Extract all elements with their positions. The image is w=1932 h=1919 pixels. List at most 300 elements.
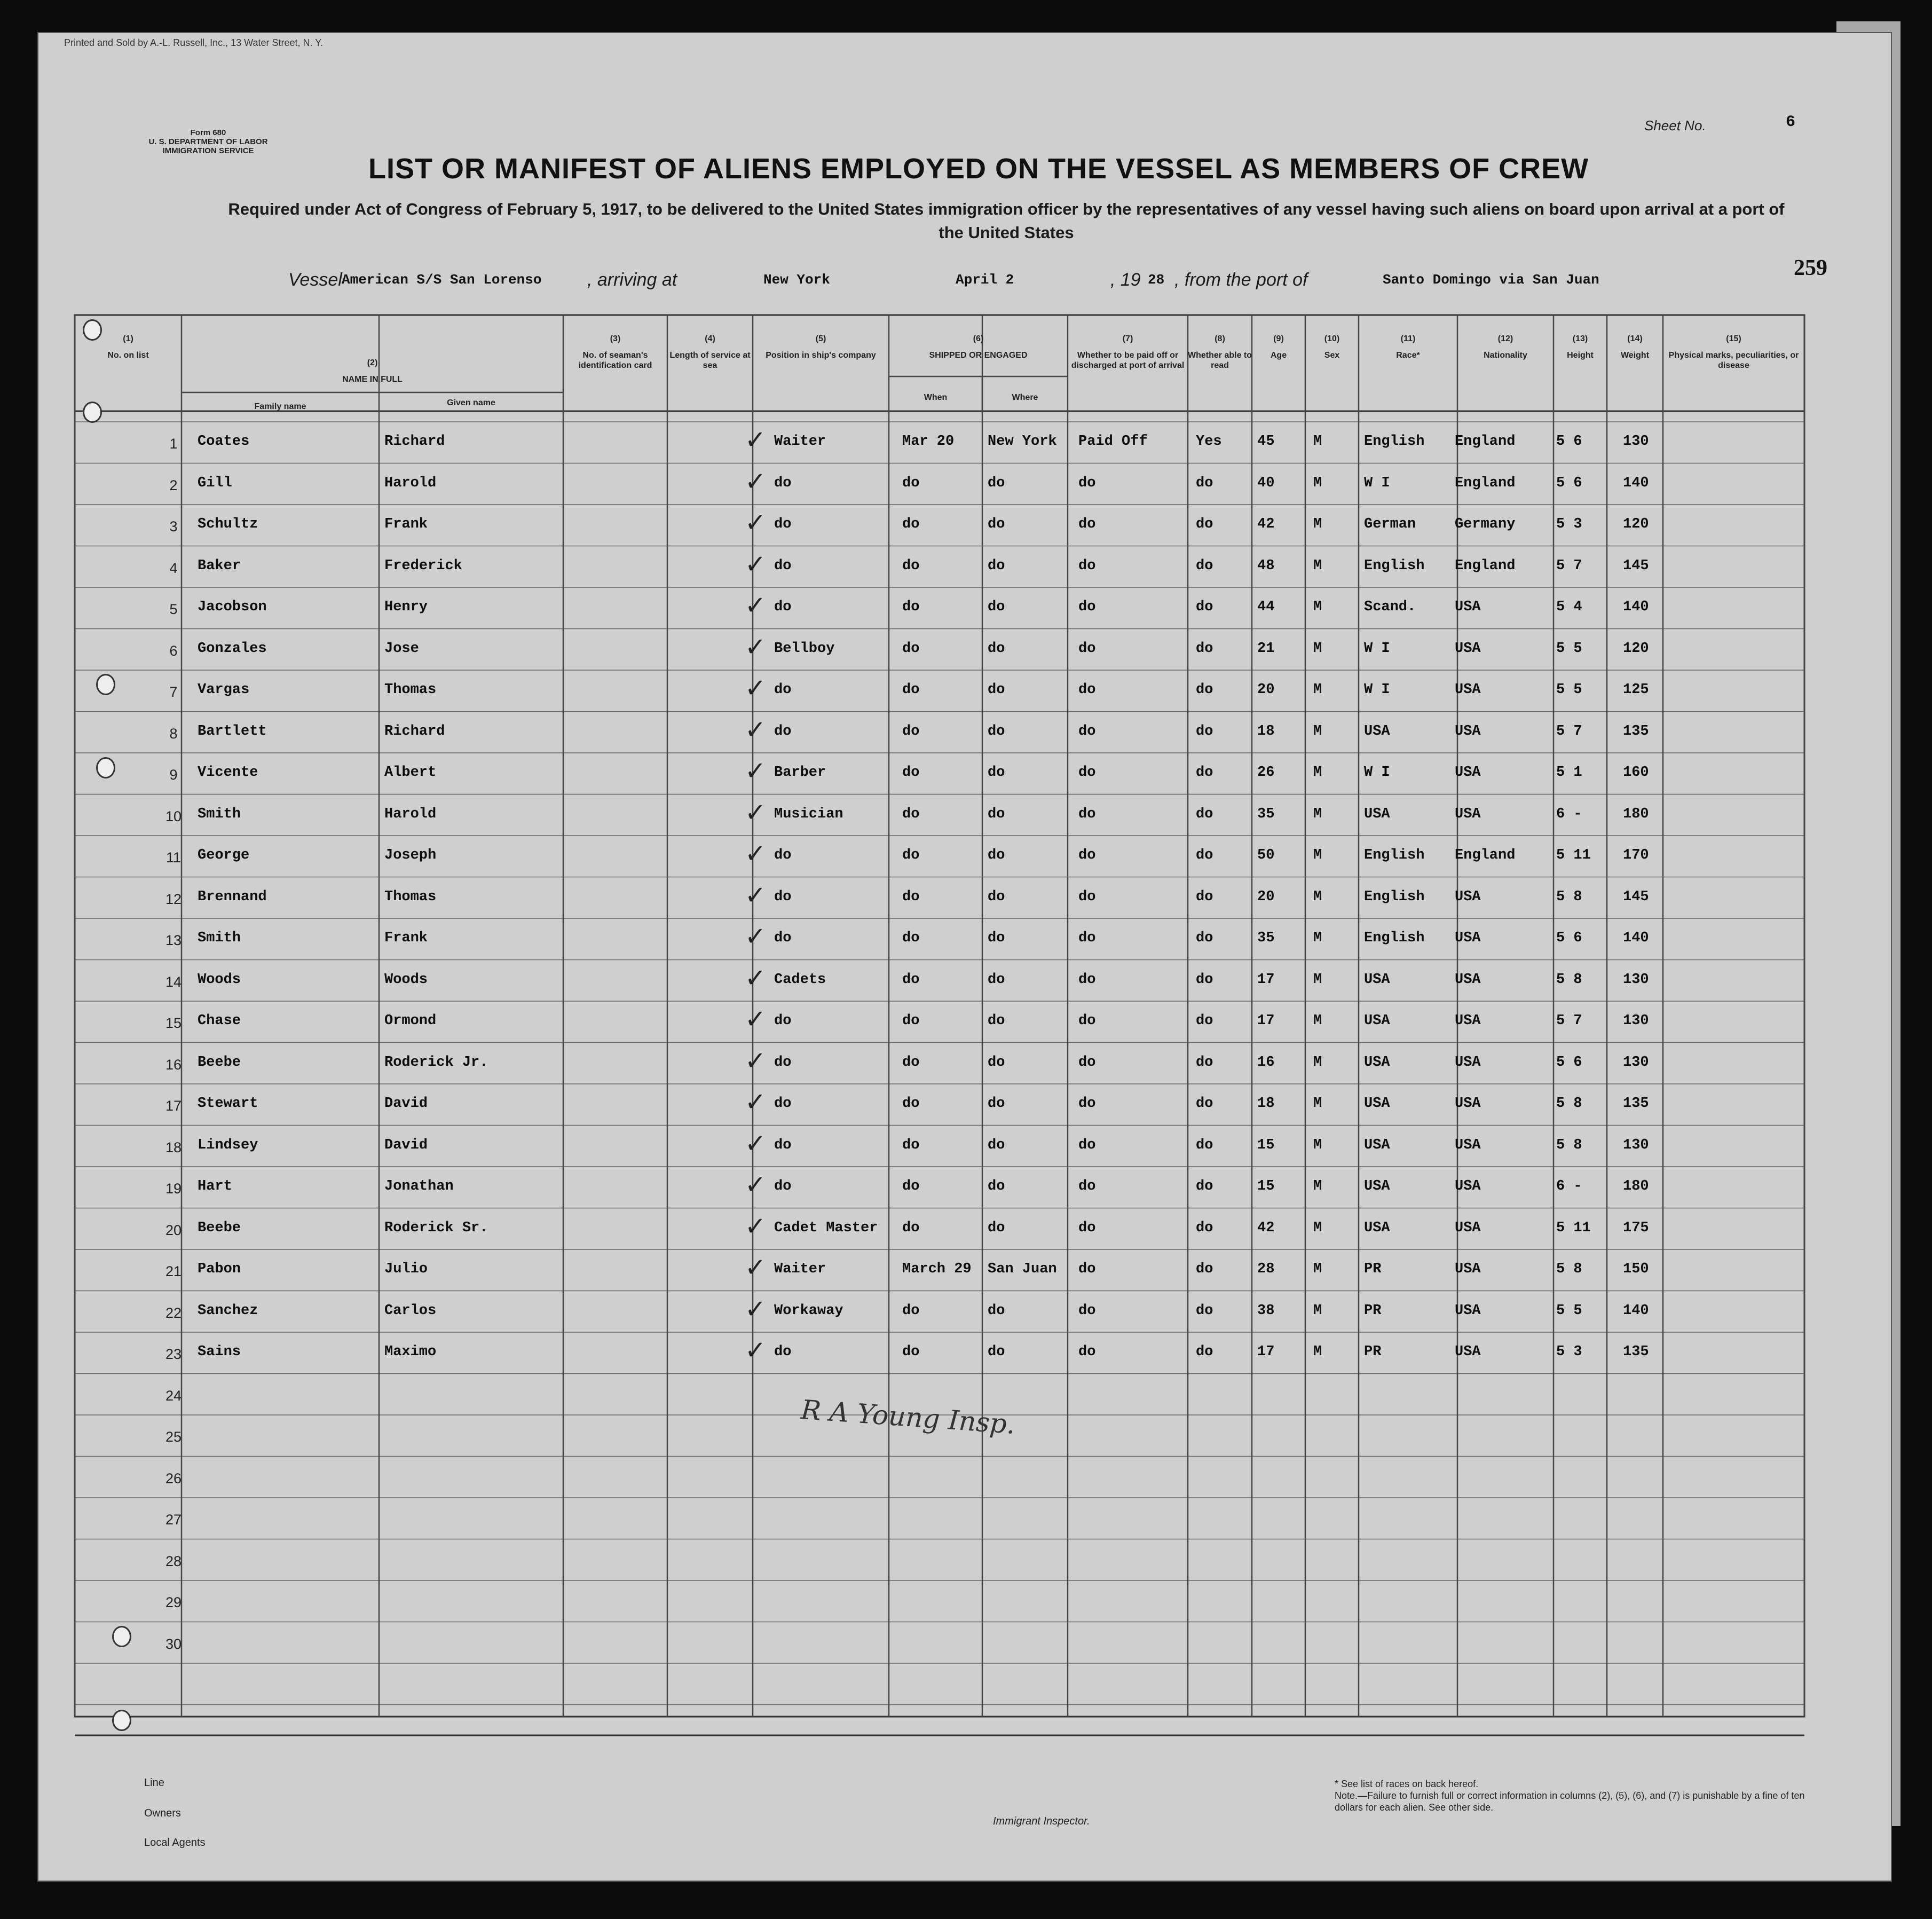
year-prefix: , 19 — [1110, 270, 1141, 290]
cell-height: 5 6 — [1556, 1054, 1582, 1071]
cell-read: do — [1196, 1220, 1213, 1236]
column-label: Height — [1567, 351, 1594, 360]
row-number: 28 — [165, 1553, 182, 1569]
cell-position: do — [774, 1054, 792, 1071]
cell-given: Frank — [384, 930, 428, 946]
cell-race: English — [1364, 930, 1425, 946]
column-label: Length of service at sea — [669, 351, 751, 370]
department-block: Form 680 U. S. DEPARTMENT OF LABOR IMMIGRATION SERVICE — [148, 128, 268, 155]
cell-race: Scand. — [1364, 599, 1416, 615]
cell-given: Henry — [384, 599, 428, 615]
check-mark-icon: ✓ — [745, 550, 767, 579]
cell-nationality: USA — [1455, 1261, 1481, 1277]
cell-race: English — [1364, 888, 1425, 905]
cell-position: do — [774, 475, 792, 491]
row-number: 2 — [169, 477, 178, 493]
cell-position: Cadets — [774, 971, 826, 988]
check-mark-icon: ✓ — [745, 509, 767, 537]
cell-when: do — [902, 888, 920, 905]
row-number: 13 — [165, 932, 182, 948]
column-number: (14) — [1627, 334, 1643, 343]
row-number: 5 — [169, 601, 178, 617]
cell-nationality: USA — [1455, 1054, 1481, 1071]
cell-position: Workaway — [774, 1302, 843, 1319]
cell-age: 18 — [1257, 1096, 1275, 1112]
cell-height: 6 - — [1556, 806, 1582, 822]
check-mark-icon: ✓ — [745, 1088, 767, 1116]
cell-weight: 175 — [1623, 1220, 1649, 1236]
column-label: Whether able to read — [1188, 351, 1252, 370]
row-number: 24 — [165, 1387, 182, 1404]
cell-paid: do — [1078, 682, 1096, 698]
cell-age: 42 — [1257, 1220, 1275, 1236]
cell-read: do — [1196, 1096, 1213, 1112]
cell-read: do — [1196, 599, 1213, 615]
cell-age: 48 — [1257, 557, 1275, 574]
cell-given: Carlos — [384, 1302, 437, 1319]
cell-weight: 145 — [1623, 557, 1649, 574]
cell-race: USA — [1364, 1220, 1390, 1236]
cell-sex: M — [1313, 599, 1322, 615]
cell-when: Mar 20 — [902, 434, 955, 450]
cell-where: do — [988, 1054, 1005, 1071]
cell-height: 5 7 — [1556, 557, 1582, 574]
cell-race: USA — [1364, 1178, 1390, 1194]
check-mark-icon: ✓ — [745, 674, 767, 703]
cell-paid: do — [1078, 723, 1096, 740]
cell-race: PR — [1364, 1261, 1382, 1277]
cell-sex: M — [1313, 1178, 1322, 1194]
row-number: 11 — [165, 850, 182, 866]
column-number: (8) — [1215, 334, 1225, 343]
cell-paid: do — [1078, 475, 1096, 491]
cell-when: do — [902, 1137, 920, 1153]
cell-nationality: USA — [1455, 1344, 1481, 1360]
column-header — [1359, 334, 1457, 360]
cell-read: Yes — [1196, 434, 1222, 450]
cell-when: do — [902, 765, 920, 781]
row-number: 7 — [169, 684, 178, 700]
cell-where: do — [988, 640, 1005, 657]
cell-age: 15 — [1257, 1178, 1275, 1194]
cell-height: 5 8 — [1556, 888, 1582, 905]
column-number: (4) — [705, 334, 715, 343]
cell-given: Roderick Sr. — [384, 1220, 488, 1236]
check-mark-icon: ✓ — [745, 592, 767, 620]
cell-age: 20 — [1257, 888, 1275, 905]
cell-age: 38 — [1257, 1302, 1275, 1319]
cell-sex: M — [1313, 1344, 1322, 1360]
cell-family: Lindsey — [198, 1137, 258, 1153]
cell-read: do — [1196, 1054, 1213, 1071]
cell-when: do — [902, 682, 920, 698]
cell-read: do — [1196, 1178, 1213, 1194]
from-label: , from the port of — [1174, 270, 1308, 290]
column-number: (9) — [1273, 334, 1284, 343]
cell-read: do — [1196, 1302, 1213, 1319]
cell-read: do — [1196, 847, 1213, 863]
column-number: (12) — [1497, 334, 1513, 343]
cell-family: Schultz — [198, 516, 258, 532]
cell-read: do — [1196, 888, 1213, 905]
cell-height: 5 8 — [1556, 1261, 1582, 1277]
cell-paid: do — [1078, 1302, 1096, 1319]
cell-age: 45 — [1257, 434, 1275, 450]
cell-nationality: England — [1455, 434, 1516, 450]
cell-weight: 130 — [1623, 971, 1649, 988]
cell-paid: do — [1078, 971, 1096, 988]
check-mark-icon: ✓ — [745, 1336, 767, 1365]
row-number: 25 — [165, 1429, 182, 1445]
cell-given: David — [384, 1137, 428, 1153]
cell-where: do — [988, 723, 1005, 740]
cell-weight: 140 — [1623, 930, 1649, 946]
cell-paid: do — [1078, 1178, 1096, 1194]
cell-paid: Paid Off — [1078, 434, 1148, 450]
cell-given: Richard — [384, 723, 445, 740]
cell-age: 35 — [1257, 806, 1275, 822]
cell-where: do — [988, 888, 1005, 905]
cell-where: do — [988, 930, 1005, 946]
column-number: (3) — [610, 334, 621, 343]
cell-where: do — [988, 475, 1005, 491]
cell-family: Pabon — [198, 1261, 241, 1277]
punch-hole — [83, 319, 102, 341]
cell-given: Richard — [384, 434, 445, 450]
column-label: Family name — [254, 402, 306, 411]
punch-hole — [83, 402, 102, 423]
cell-sex: M — [1313, 806, 1322, 822]
cell-given: Harold — [384, 806, 437, 822]
cell-where: do — [988, 765, 1005, 781]
column-label: No. on list — [107, 351, 149, 360]
cell-paid: do — [1078, 640, 1096, 657]
cell-nationality: USA — [1455, 1137, 1481, 1153]
cell-sex: M — [1313, 557, 1322, 574]
column-label: Where — [1012, 393, 1038, 402]
vessel-name: American S/S San Lorenso — [342, 272, 542, 288]
column-header — [982, 392, 1068, 403]
column-number: (1) — [123, 334, 133, 343]
cell-weight: 135 — [1623, 1096, 1649, 1112]
cell-paid: do — [1078, 930, 1096, 946]
footer-owners-label: Owners — [144, 1807, 181, 1819]
cell-family: Hart — [198, 1178, 232, 1194]
cell-age: 50 — [1257, 847, 1275, 863]
cell-race: USA — [1364, 723, 1390, 740]
cell-weight: 135 — [1623, 1344, 1649, 1360]
column-header — [1607, 334, 1663, 360]
cell-when: do — [902, 599, 920, 615]
cell-weight: 170 — [1623, 847, 1649, 863]
cell-nationality: England — [1455, 847, 1516, 863]
cell-when: do — [902, 1178, 920, 1194]
cell-race: W I — [1364, 765, 1390, 781]
cell-weight: 130 — [1623, 434, 1649, 450]
column-label: Whether to be paid off or discharged at port of arrival — [1071, 351, 1185, 370]
cell-paid: do — [1078, 888, 1096, 905]
cell-nationality: USA — [1455, 888, 1481, 905]
cell-family: Brennand — [198, 888, 267, 905]
cell-sex: M — [1313, 1096, 1322, 1112]
cell-paid: do — [1078, 806, 1096, 822]
cell-position: do — [774, 1178, 792, 1194]
column-label: SHIPPED OR ENGAGED — [929, 351, 1028, 360]
cell-read: do — [1196, 806, 1213, 822]
row-number: 18 — [165, 1139, 182, 1155]
cell-when: do — [902, 475, 920, 491]
row-number: 10 — [165, 808, 182, 824]
cell-race: USA — [1364, 971, 1390, 988]
cell-sex: M — [1313, 847, 1322, 863]
cell-when: March 29 — [902, 1261, 972, 1277]
cell-family: Vicente — [198, 765, 258, 781]
column-number: (6) — [973, 334, 984, 343]
sheet-label: Sheet No. — [1644, 117, 1706, 133]
cell-weight: 180 — [1623, 806, 1649, 822]
cell-nationality: USA — [1455, 1178, 1481, 1194]
row-number: 29 — [165, 1594, 182, 1610]
cell-where: New York — [988, 434, 1057, 450]
cell-race: USA — [1364, 1054, 1390, 1071]
cell-read: do — [1196, 516, 1213, 532]
cell-family: Beebe — [198, 1054, 241, 1071]
cell-where: do — [988, 1096, 1005, 1112]
arrival-date: April 2 — [956, 272, 1014, 288]
row-number: 16 — [165, 1056, 182, 1073]
check-mark-icon: ✓ — [745, 1295, 767, 1324]
cell-given: Harold — [384, 475, 437, 491]
cell-height: 5 11 — [1556, 1220, 1591, 1236]
column-number: (5) — [815, 334, 826, 343]
row-number: 8 — [169, 725, 178, 742]
cell-height: 6 - — [1556, 1178, 1582, 1194]
cell-given: Frederick — [384, 557, 462, 574]
cell-age: 42 — [1257, 516, 1275, 532]
row-number: 1 — [169, 436, 178, 452]
cell-height: 5 8 — [1556, 971, 1582, 988]
cell-given: Jonathan — [384, 1178, 454, 1194]
cell-when: do — [902, 971, 920, 988]
cell-where: do — [988, 806, 1005, 822]
cell-weight: 135 — [1623, 723, 1649, 740]
vessel-label: Vessel — [288, 270, 342, 290]
punch-hole — [112, 1710, 131, 1731]
cell-height: 5 8 — [1556, 1096, 1582, 1112]
cell-weight: 130 — [1623, 1137, 1649, 1153]
cell-where: do — [988, 516, 1005, 532]
cell-paid: do — [1078, 1344, 1096, 1360]
cell-when: do — [902, 1220, 920, 1236]
column-header — [889, 334, 1068, 360]
cell-sex: M — [1313, 475, 1322, 491]
cell-weight: 145 — [1623, 888, 1649, 905]
cell-race: PR — [1364, 1344, 1382, 1360]
page-title: LIST OR MANIFEST OF ALIENS EMPLOYED ON THE VESSEL AS MEMBERS OF CREW — [368, 153, 1589, 185]
cell-read: do — [1196, 682, 1213, 698]
cell-age: 17 — [1257, 1344, 1275, 1360]
row-number: 3 — [169, 518, 178, 534]
cell-where: do — [988, 1220, 1005, 1236]
column-label: Nationality — [1484, 351, 1527, 360]
cell-family: George — [198, 847, 250, 863]
cell-read: do — [1196, 557, 1213, 574]
from-port: Santo Domingo via San Juan — [1383, 272, 1599, 288]
cell-height: 5 7 — [1556, 1013, 1582, 1029]
cell-height: 5 3 — [1556, 1344, 1582, 1360]
cell-position: Waiter — [774, 434, 826, 450]
cell-age: 40 — [1257, 475, 1275, 491]
cell-height: 5 6 — [1556, 930, 1582, 946]
table-frame — [75, 315, 1804, 1717]
column-header — [889, 392, 982, 403]
cell-nationality: USA — [1455, 930, 1481, 946]
row-number: 26 — [165, 1470, 182, 1487]
row-number: 19 — [165, 1181, 182, 1197]
cell-age: 17 — [1257, 1013, 1275, 1029]
cell-family: Chase — [198, 1013, 241, 1029]
cell-sex: M — [1313, 1013, 1322, 1029]
cell-given: Ormond — [384, 1013, 437, 1029]
cell-sex: M — [1313, 1261, 1322, 1277]
cell-when: do — [902, 723, 920, 740]
cell-height: 5 5 — [1556, 682, 1582, 698]
cell-family: Baker — [198, 557, 241, 574]
check-mark-icon: ✓ — [745, 467, 767, 496]
cell-position: do — [774, 1013, 792, 1029]
cell-read: do — [1196, 930, 1213, 946]
cell-paid: do — [1078, 1261, 1096, 1277]
row-number: 15 — [165, 1015, 182, 1031]
column-header — [182, 402, 379, 412]
cell-where: do — [988, 682, 1005, 698]
cell-where: do — [988, 847, 1005, 863]
column-label: Age — [1270, 351, 1287, 360]
column-header — [1068, 334, 1188, 371]
cell-position: do — [774, 888, 792, 905]
cell-sex: M — [1313, 640, 1322, 657]
cell-sex: M — [1313, 516, 1322, 532]
cell-weight: 140 — [1623, 1302, 1649, 1319]
cell-age: 15 — [1257, 1137, 1275, 1153]
sheet-number: 6 — [1786, 113, 1796, 131]
cell-nationality: USA — [1455, 1013, 1481, 1029]
row-number: 21 — [165, 1263, 182, 1279]
cell-read: do — [1196, 1013, 1213, 1029]
column-label: NAME IN FULL — [342, 375, 403, 384]
column-number: (13) — [1572, 334, 1588, 343]
cell-race: English — [1364, 847, 1425, 863]
check-mark-icon: ✓ — [745, 923, 767, 951]
cell-sex: M — [1313, 1137, 1322, 1153]
cell-age: 26 — [1257, 765, 1275, 781]
cell-position: do — [774, 1096, 792, 1112]
cell-family: Stewart — [198, 1096, 258, 1112]
cell-sex: M — [1313, 434, 1322, 450]
page-number: 259 — [1794, 256, 1827, 280]
cell-family: Sains — [198, 1344, 241, 1360]
cell-sex: M — [1313, 682, 1322, 698]
cell-where: do — [988, 1013, 1005, 1029]
cell-height: 5 8 — [1556, 1137, 1582, 1153]
check-mark-icon: ✓ — [745, 1005, 767, 1034]
column-header — [1457, 334, 1554, 360]
cell-nationality: USA — [1455, 599, 1481, 615]
cell-given: Thomas — [384, 888, 437, 905]
row-number: 23 — [165, 1346, 182, 1362]
cell-race: English — [1364, 434, 1425, 450]
footer-inspector-label: Immigrant Inspector. — [993, 1815, 1090, 1827]
cell-age: 28 — [1257, 1261, 1275, 1277]
column-label: Weight — [1620, 351, 1650, 360]
cell-when: do — [902, 557, 920, 574]
cell-nationality: Germany — [1455, 516, 1516, 532]
cell-given: David — [384, 1096, 428, 1112]
inspector-signature: R A Young Insp. — [800, 1394, 1016, 1440]
cell-family: Vargas — [198, 682, 250, 698]
column-label: Sex — [1324, 351, 1340, 360]
cell-given: Albert — [384, 765, 437, 781]
punch-hole — [112, 1626, 131, 1647]
column-number: (10) — [1324, 334, 1340, 343]
column-label: No. of seaman's identification card — [578, 351, 652, 370]
cell-read: do — [1196, 971, 1213, 988]
check-mark-icon: ✓ — [745, 757, 767, 785]
cell-nationality: USA — [1455, 723, 1481, 740]
cell-position: do — [774, 723, 792, 740]
cell-when: do — [902, 847, 920, 863]
cell-sex: M — [1313, 1302, 1322, 1319]
cell-paid: do — [1078, 516, 1096, 532]
cell-height: 5 11 — [1556, 847, 1591, 863]
cell-height: 5 5 — [1556, 1302, 1582, 1319]
cell-family: Sanchez — [198, 1302, 258, 1319]
cell-where: San Juan — [988, 1261, 1057, 1277]
check-mark-icon: ✓ — [745, 1129, 767, 1158]
cell-where: do — [988, 557, 1005, 574]
cell-position: Waiter — [774, 1261, 826, 1277]
check-mark-icon: ✓ — [745, 1047, 767, 1075]
cell-weight: 140 — [1623, 599, 1649, 615]
check-mark-icon: ✓ — [745, 1254, 767, 1282]
cell-nationality: England — [1455, 557, 1516, 574]
cell-given: Jose — [384, 640, 419, 657]
column-number: (15) — [1726, 334, 1741, 343]
cell-race: USA — [1364, 1137, 1390, 1153]
footer-note: * See list of races on back hereof. Note.—Failure to furnish full or correct information in columns (2), (5), (6), and (7) is punishable by a fine of ten dollars for each alien. See other side. — [1335, 1779, 1805, 1813]
cell-when: do — [902, 806, 920, 822]
cell-age: 16 — [1257, 1054, 1275, 1071]
row-number: 30 — [165, 1635, 182, 1652]
column-label: Position in ship's company — [766, 351, 876, 360]
cell-given: Joseph — [384, 847, 437, 863]
cell-when: do — [902, 930, 920, 946]
cell-family: Coates — [198, 434, 250, 450]
cell-sex: M — [1313, 1054, 1322, 1071]
cell-paid: do — [1078, 1054, 1096, 1071]
cell-read: do — [1196, 1344, 1213, 1360]
row-number: 27 — [165, 1512, 182, 1528]
cell-family: Woods — [198, 971, 241, 988]
cell-nationality: England — [1455, 475, 1516, 491]
cell-given: Woods — [384, 971, 428, 988]
cell-when: do — [902, 1096, 920, 1112]
cell-position: do — [774, 557, 792, 574]
row-number: 4 — [169, 560, 178, 576]
cell-height: 5 7 — [1556, 723, 1582, 740]
check-mark-icon: ✓ — [745, 715, 767, 744]
cell-race: W I — [1364, 640, 1390, 657]
